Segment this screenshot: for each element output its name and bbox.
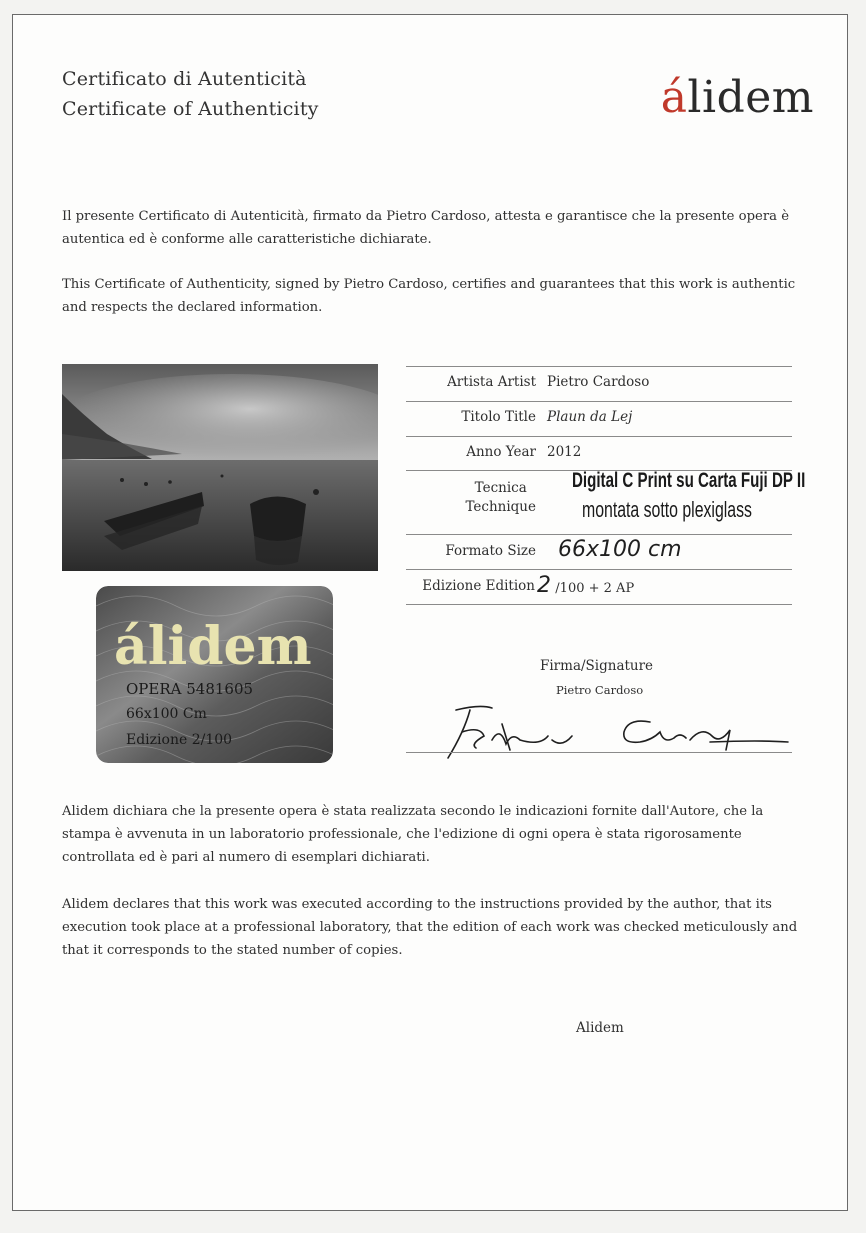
- edition-suffix: /100 + 2 AP: [555, 581, 635, 596]
- technique-label-en: Technique: [465, 499, 536, 515]
- title-italian: Certificato di Autenticità: [62, 68, 307, 90]
- year-value: 2012: [547, 444, 582, 460]
- size-label: Formato Size: [445, 543, 536, 559]
- title-label: Titolo Title: [461, 409, 536, 425]
- edition-value: [537, 573, 634, 598]
- technique-value-line1: Digital C Print su Carta Fuji DP II: [572, 469, 806, 492]
- hologram-sticker: [96, 586, 333, 763]
- row-edition: [406, 569, 792, 605]
- row-size: [406, 534, 792, 569]
- edition-number: 2: [537, 573, 551, 598]
- declaration-english: Alidem declares that this work was executed according to the instructions provided by the author, that its execution took place at a professional laboratory, that the edition of each work was checked meticulously and that it corresponds to the stated number of copies.: [62, 897, 798, 958]
- artist-label: Artista Artist: [447, 374, 536, 390]
- alidem-logo: [661, 72, 814, 123]
- hologram-logo: álidem: [114, 616, 312, 677]
- signature-name: Pietro Cardoso: [556, 683, 644, 697]
- title-value: Plaun da Lej: [547, 409, 633, 425]
- declaration-italian: Alidem dichiara che la presente opera è stata realizzata secondo le indicazioni fornite dall'Autore, che la stampa è avvenuta in un laboratorio professionale, che l'edizione di ogni opera è stata rigorosamente controllata ed è pari al numero di esemplari dichiarati.: [62, 804, 764, 865]
- hologram-line1: OPERA 5481605: [126, 680, 254, 698]
- edition-label: Edizione Edition: [422, 578, 535, 594]
- artwork-photo: [62, 364, 378, 571]
- title-english: Certificate of Authenticity: [62, 98, 319, 120]
- technique-label-it: Tecnica: [474, 480, 527, 496]
- row-year: [406, 436, 792, 470]
- technique-label: [465, 479, 536, 517]
- logo-accent: á: [660, 72, 688, 123]
- size-value: 66x100 cm: [558, 537, 682, 562]
- intro-english: This Certificate of Authenticity, signed by Pietro Cardoso, certifies and guarantees that this work is authentic and respects the declared information.: [62, 277, 796, 315]
- signature-line: [406, 752, 792, 753]
- row-technique: [406, 469, 806, 534]
- signature-label: Firma/Signature: [540, 658, 654, 674]
- hologram-line2: 66x100 Cm: [126, 706, 207, 722]
- intro-italian: Il presente Certificato di Autenticità, firmato da Pietro Cardoso, attesta e garantisce che la presente opera è autentica ed è conforme alle caratteristiche dichiarate.: [62, 209, 790, 247]
- closing-signature: Alidem: [576, 1020, 624, 1036]
- technique-value-line2: montata sotto plexiglass: [582, 497, 752, 522]
- hologram-line3: Edizione 2/100: [126, 732, 233, 748]
- logo-text: lidem: [687, 72, 814, 123]
- year-label: Anno Year: [466, 444, 536, 460]
- artwork-details-table: [406, 366, 806, 605]
- row-title: [406, 401, 792, 436]
- artist-value: Pietro Cardoso: [547, 374, 650, 390]
- row-artist: [406, 366, 792, 401]
